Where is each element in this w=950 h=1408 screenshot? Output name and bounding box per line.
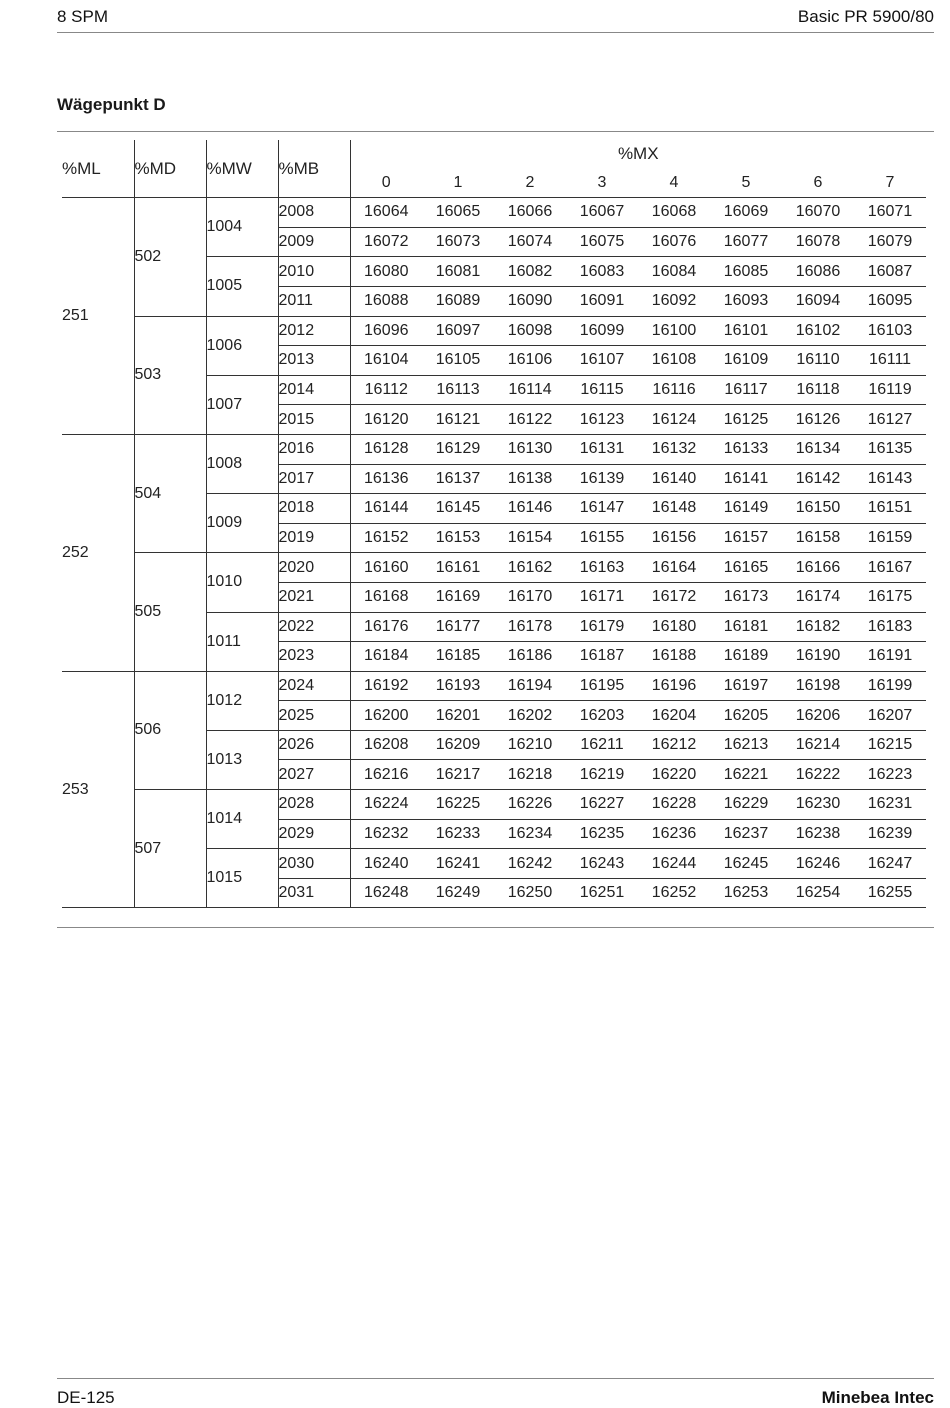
mx-value-cell: 16163	[566, 553, 638, 583]
md-cell: 502	[134, 198, 206, 316]
mx-value-cell: 16189	[710, 642, 782, 672]
mb-cell: 2021	[278, 582, 350, 612]
mx-value-cell: 16182	[782, 612, 854, 642]
mx-value-cell: 16141	[710, 464, 782, 494]
mb-cell: 2024	[278, 671, 350, 701]
mx-value-cell: 16235	[566, 819, 638, 849]
mx-value-cell: 16159	[854, 523, 926, 553]
mx-value-cell: 16142	[782, 464, 854, 494]
mx-value-cell: 16116	[638, 375, 710, 405]
table-row	[62, 553, 926, 583]
mx-value-cell: 16206	[782, 701, 854, 731]
mb-cell: 2008	[278, 198, 350, 228]
mw-cell: 1015	[206, 849, 278, 908]
mx-index-header: 7	[854, 169, 926, 198]
mx-value-cell: 16082	[494, 257, 566, 287]
mx-value-cell: 16086	[782, 257, 854, 287]
mx-value-cell: 16236	[638, 819, 710, 849]
mx-index-header: 0	[350, 169, 422, 198]
mx-value-cell: 16105	[422, 346, 494, 376]
mx-value-cell: 16181	[710, 612, 782, 642]
mx-value-cell: 16129	[422, 434, 494, 464]
mx-value-cell: 16241	[422, 849, 494, 879]
mb-cell: 2030	[278, 849, 350, 879]
mx-value-cell: 16145	[422, 494, 494, 524]
mx-value-cell: 16211	[566, 730, 638, 760]
mx-value-cell: 16090	[494, 286, 566, 316]
mx-value-cell: 16229	[710, 790, 782, 820]
mx-value-cell: 16093	[710, 286, 782, 316]
mx-value-cell: 16153	[422, 523, 494, 553]
mx-value-cell: 16221	[710, 760, 782, 790]
section-title: Wägepunkt D	[57, 95, 166, 114]
mx-value-cell: 16215	[854, 730, 926, 760]
mx-value-cell: 16198	[782, 671, 854, 701]
mx-value-cell: 16173	[710, 582, 782, 612]
mx-value-cell: 16239	[854, 819, 926, 849]
mx-value-cell: 16151	[854, 494, 926, 524]
mx-value-cell: 16253	[710, 878, 782, 908]
mx-value-cell: 16190	[782, 642, 854, 672]
mx-value-cell: 16202	[494, 701, 566, 731]
mx-value-cell: 16120	[350, 405, 422, 435]
mx-index-header: 5	[710, 169, 782, 198]
mx-value-cell: 16254	[782, 878, 854, 908]
mx-value-cell: 16233	[422, 819, 494, 849]
table-row	[62, 671, 926, 701]
mx-value-cell: 16081	[422, 257, 494, 287]
mx-value-cell: 16188	[638, 642, 710, 672]
mx-value-cell: 16201	[422, 701, 494, 731]
mb-cell: 2019	[278, 523, 350, 553]
page-header-chapter: 8 SPM	[57, 7, 109, 26]
mx-value-cell: 16089	[422, 286, 494, 316]
mx-value-cell: 16134	[782, 434, 854, 464]
mx-index-header: 3	[566, 169, 638, 198]
mx-value-cell: 16130	[494, 434, 566, 464]
mw-cell: 1011	[206, 612, 278, 671]
mx-value-cell: 16255	[854, 878, 926, 908]
mx-value-cell: 16232	[350, 819, 422, 849]
mx-value-cell: 16224	[350, 790, 422, 820]
mw-cell: 1005	[206, 257, 278, 316]
mx-value-cell: 16087	[854, 257, 926, 287]
mx-value-cell: 16073	[422, 227, 494, 257]
mx-value-cell: 16143	[854, 464, 926, 494]
mx-value-cell: 16195	[566, 671, 638, 701]
mx-value-cell: 16091	[566, 286, 638, 316]
mx-value-cell: 16092	[638, 286, 710, 316]
mx-value-cell: 16246	[782, 849, 854, 879]
table-row	[62, 198, 926, 228]
mx-value-cell: 16113	[422, 375, 494, 405]
mx-value-cell: 16085	[710, 257, 782, 287]
page-number: DE-125	[57, 1388, 115, 1407]
mb-cell: 2011	[278, 286, 350, 316]
mw-cell: 1013	[206, 730, 278, 789]
mx-value-cell: 16210	[494, 730, 566, 760]
table-bottom-divider	[57, 927, 934, 928]
mx-value-cell: 16125	[710, 405, 782, 435]
mx-value-cell: 16083	[566, 257, 638, 287]
mx-value-cell: 16107	[566, 346, 638, 376]
mx-value-cell: 16204	[638, 701, 710, 731]
md-cell: 507	[134, 790, 206, 908]
mx-value-cell: 16245	[710, 849, 782, 879]
mb-cell: 2025	[278, 701, 350, 731]
mw-cell: 1007	[206, 375, 278, 434]
mx-value-cell: 16137	[422, 464, 494, 494]
mx-value-cell: 16098	[494, 316, 566, 346]
mx-value-cell: 16138	[494, 464, 566, 494]
table-row	[62, 434, 926, 464]
mb-cell: 2022	[278, 612, 350, 642]
mw-cell: 1010	[206, 553, 278, 612]
mx-value-cell: 16150	[782, 494, 854, 524]
mx-value-cell: 16183	[854, 612, 926, 642]
mx-value-cell: 16251	[566, 878, 638, 908]
table-top-divider	[57, 131, 934, 132]
mx-value-cell: 16197	[710, 671, 782, 701]
footer-divider	[57, 1378, 934, 1379]
mx-value-cell: 16237	[710, 819, 782, 849]
mx-value-cell: 16114	[494, 375, 566, 405]
mx-value-cell: 16068	[638, 198, 710, 228]
table-body	[62, 198, 926, 908]
table-row	[62, 790, 926, 820]
mx-value-cell: 16160	[350, 553, 422, 583]
mx-value-cell: 16167	[854, 553, 926, 583]
mx-value-cell: 16080	[350, 257, 422, 287]
mx-value-cell: 16131	[566, 434, 638, 464]
mx-value-cell: 16133	[710, 434, 782, 464]
mx-value-cell: 16074	[494, 227, 566, 257]
mx-value-cell: 16242	[494, 849, 566, 879]
mx-value-cell: 16192	[350, 671, 422, 701]
mx-value-cell: 16162	[494, 553, 566, 583]
header-mb: %MB	[278, 140, 350, 198]
mx-value-cell: 16139	[566, 464, 638, 494]
mx-value-cell: 16140	[638, 464, 710, 494]
mx-value-cell: 16111	[854, 346, 926, 376]
mb-cell: 2018	[278, 494, 350, 524]
mx-value-cell: 16077	[710, 227, 782, 257]
mx-value-cell: 16072	[350, 227, 422, 257]
mx-value-cell: 16187	[566, 642, 638, 672]
mx-value-cell: 16238	[782, 819, 854, 849]
mx-value-cell: 16075	[566, 227, 638, 257]
mx-value-cell: 16112	[350, 375, 422, 405]
mx-value-cell: 16199	[854, 671, 926, 701]
mx-value-cell: 16244	[638, 849, 710, 879]
mx-index-header: 2	[494, 169, 566, 198]
mx-value-cell: 16217	[422, 760, 494, 790]
mx-value-cell: 16123	[566, 405, 638, 435]
mx-value-cell: 16109	[710, 346, 782, 376]
mx-value-cell: 16079	[854, 227, 926, 257]
mx-value-cell: 16178	[494, 612, 566, 642]
mx-value-cell: 16154	[494, 523, 566, 553]
mx-value-cell: 16231	[854, 790, 926, 820]
mx-value-cell: 16115	[566, 375, 638, 405]
mx-value-cell: 16157	[710, 523, 782, 553]
mx-value-cell: 16172	[638, 582, 710, 612]
mb-cell: 2023	[278, 642, 350, 672]
mw-cell: 1006	[206, 316, 278, 375]
mx-value-cell: 16164	[638, 553, 710, 583]
mx-value-cell: 16207	[854, 701, 926, 731]
mx-value-cell: 16222	[782, 760, 854, 790]
mx-value-cell: 16191	[854, 642, 926, 672]
mx-value-cell: 16225	[422, 790, 494, 820]
mx-value-cell: 16135	[854, 434, 926, 464]
mx-value-cell: 16100	[638, 316, 710, 346]
mb-cell: 2015	[278, 405, 350, 435]
mx-value-cell: 16166	[782, 553, 854, 583]
ml-cell: 253	[62, 671, 134, 908]
mx-value-cell: 16144	[350, 494, 422, 524]
md-cell: 506	[134, 671, 206, 789]
mw-cell: 1004	[206, 198, 278, 257]
mw-cell: 1009	[206, 494, 278, 553]
mx-value-cell: 16209	[422, 730, 494, 760]
mx-value-cell: 16095	[854, 286, 926, 316]
mx-value-cell: 16205	[710, 701, 782, 731]
mb-cell: 2010	[278, 257, 350, 287]
mb-cell: 2009	[278, 227, 350, 257]
mb-cell: 2020	[278, 553, 350, 583]
mx-value-cell: 16203	[566, 701, 638, 731]
mx-value-cell: 16185	[422, 642, 494, 672]
mx-value-cell: 16216	[350, 760, 422, 790]
header-mw: %MW	[206, 140, 278, 198]
mx-value-cell: 16175	[854, 582, 926, 612]
mx-value-cell: 16184	[350, 642, 422, 672]
mx-value-cell: 16102	[782, 316, 854, 346]
md-cell: 505	[134, 553, 206, 671]
mx-value-cell: 16101	[710, 316, 782, 346]
mb-cell: 2014	[278, 375, 350, 405]
ml-cell: 252	[62, 434, 134, 671]
mw-cell: 1012	[206, 671, 278, 730]
mx-value-cell: 16126	[782, 405, 854, 435]
header-md: %MD	[134, 140, 206, 198]
mx-value-cell: 16179	[566, 612, 638, 642]
mx-value-cell: 16076	[638, 227, 710, 257]
mx-value-cell: 16176	[350, 612, 422, 642]
table-row	[62, 316, 926, 346]
mx-value-cell: 16067	[566, 198, 638, 228]
mx-value-cell: 16066	[494, 198, 566, 228]
mx-value-cell: 16136	[350, 464, 422, 494]
mx-value-cell: 16110	[782, 346, 854, 376]
mx-value-cell: 16213	[710, 730, 782, 760]
mx-value-cell: 16212	[638, 730, 710, 760]
mx-value-cell: 16218	[494, 760, 566, 790]
mb-cell: 2016	[278, 434, 350, 464]
mx-value-cell: 16118	[782, 375, 854, 405]
mx-index-header: 6	[782, 169, 854, 198]
mx-value-cell: 16171	[566, 582, 638, 612]
mb-cell: 2029	[278, 819, 350, 849]
mx-value-cell: 16148	[638, 494, 710, 524]
mb-cell: 2012	[278, 316, 350, 346]
md-cell: 504	[134, 434, 206, 552]
mx-value-cell: 16168	[350, 582, 422, 612]
mx-value-cell: 16170	[494, 582, 566, 612]
mx-value-cell: 16250	[494, 878, 566, 908]
mx-value-cell: 16227	[566, 790, 638, 820]
mx-value-cell: 16069	[710, 198, 782, 228]
mx-value-cell: 16234	[494, 819, 566, 849]
mx-value-cell: 16124	[638, 405, 710, 435]
mx-value-cell: 16240	[350, 849, 422, 879]
mx-value-cell: 16117	[710, 375, 782, 405]
mx-value-cell: 16078	[782, 227, 854, 257]
mx-value-cell: 16230	[782, 790, 854, 820]
mx-value-cell: 16106	[494, 346, 566, 376]
mx-value-cell: 16193	[422, 671, 494, 701]
mx-value-cell: 16088	[350, 286, 422, 316]
mx-value-cell: 16219	[566, 760, 638, 790]
brand-name: Minebea Intec	[821, 1388, 934, 1407]
mx-value-cell: 16108	[638, 346, 710, 376]
mb-cell: 2013	[278, 346, 350, 376]
mx-value-cell: 16127	[854, 405, 926, 435]
mx-value-cell: 16220	[638, 760, 710, 790]
mb-cell: 2017	[278, 464, 350, 494]
mx-index-header: 4	[638, 169, 710, 198]
mx-value-cell: 16174	[782, 582, 854, 612]
mx-value-cell: 16146	[494, 494, 566, 524]
mx-value-cell: 16169	[422, 582, 494, 612]
mx-value-cell: 16121	[422, 405, 494, 435]
mx-value-cell: 16196	[638, 671, 710, 701]
mw-cell: 1014	[206, 790, 278, 849]
mx-value-cell: 16156	[638, 523, 710, 553]
mx-value-cell: 16128	[350, 434, 422, 464]
mx-value-cell: 16186	[494, 642, 566, 672]
mx-value-cell: 16161	[422, 553, 494, 583]
mx-value-cell: 16214	[782, 730, 854, 760]
mx-value-cell: 16070	[782, 198, 854, 228]
mx-value-cell: 16177	[422, 612, 494, 642]
mx-value-cell: 16200	[350, 701, 422, 731]
mx-value-cell: 16252	[638, 878, 710, 908]
mx-value-cell: 16103	[854, 316, 926, 346]
mx-value-cell: 16152	[350, 523, 422, 553]
mx-value-cell: 16132	[638, 434, 710, 464]
mx-value-cell: 16155	[566, 523, 638, 553]
mx-value-cell: 16064	[350, 198, 422, 228]
mx-value-cell: 16223	[854, 760, 926, 790]
mx-value-cell: 16158	[782, 523, 854, 553]
mx-value-cell: 16094	[782, 286, 854, 316]
mx-value-cell: 16104	[350, 346, 422, 376]
mx-value-cell: 16249	[422, 878, 494, 908]
address-table	[62, 140, 926, 908]
mx-value-cell: 16226	[494, 790, 566, 820]
mx-value-cell: 16119	[854, 375, 926, 405]
mx-value-cell: 16247	[854, 849, 926, 879]
mb-cell: 2031	[278, 878, 350, 908]
mx-value-cell: 16165	[710, 553, 782, 583]
md-cell: 503	[134, 316, 206, 434]
mx-value-cell: 16180	[638, 612, 710, 642]
header-ml: %ML	[62, 140, 134, 198]
header-mx: %MX	[617, 144, 659, 164]
mx-value-cell: 16208	[350, 730, 422, 760]
mx-value-cell: 16243	[566, 849, 638, 879]
mx-value-cell: 16248	[350, 878, 422, 908]
mx-value-cell: 16147	[566, 494, 638, 524]
mb-cell: 2026	[278, 730, 350, 760]
mx-value-cell: 16122	[494, 405, 566, 435]
mx-value-cell: 16097	[422, 316, 494, 346]
mx-index-header: 1	[422, 169, 494, 198]
mx-value-cell: 16228	[638, 790, 710, 820]
mw-cell: 1008	[206, 434, 278, 493]
ml-cell: 251	[62, 198, 134, 435]
mx-value-cell: 16096	[350, 316, 422, 346]
mx-value-cell: 16099	[566, 316, 638, 346]
mx-value-cell: 16149	[710, 494, 782, 524]
mx-value-cell: 16194	[494, 671, 566, 701]
mx-value-cell: 16065	[422, 198, 494, 228]
mb-cell: 2028	[278, 790, 350, 820]
mx-value-cell: 16071	[854, 198, 926, 228]
mb-cell: 2027	[278, 760, 350, 790]
header-divider	[57, 32, 934, 33]
mx-value-cell: 16084	[638, 257, 710, 287]
page-header-product: Basic PR 5900/80	[797, 7, 934, 26]
